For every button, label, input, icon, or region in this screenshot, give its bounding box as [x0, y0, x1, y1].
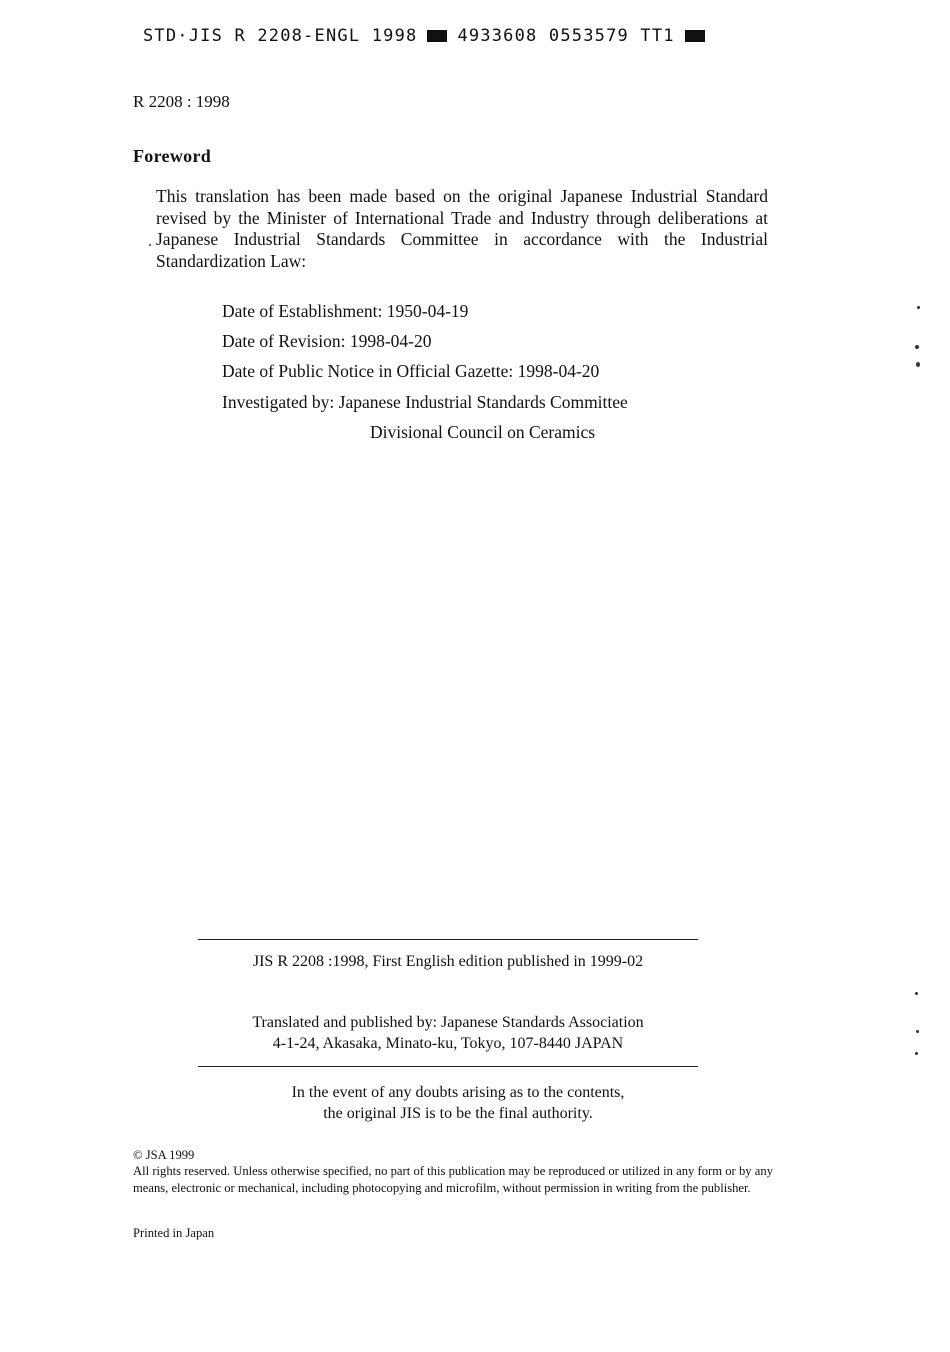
dates-block	[222, 301, 628, 452]
authority-line-2: the original JIS is to be the final authority.	[323, 1104, 593, 1122]
scan-speck	[916, 1030, 919, 1033]
publisher-line: Translated and published by: Japanese Standards Association	[252, 1014, 644, 1031]
edition-statement: JIS R 2208 :1998, First English edition published in 1999-02	[252, 953, 644, 970]
date-of-revision: Date of Revision: 1998-04-20	[222, 331, 432, 352]
scan-speck	[915, 345, 919, 349]
copyright-block	[133, 1147, 773, 1196]
date-of-public-notice: Date of Public Notice in Official Gazette: 1998-04-20	[222, 361, 600, 382]
publisher-address: 4-1-24, Akasaka, Minato-ku, Tokyo, 107-8440 JAPAN	[272, 1034, 624, 1052]
header-block-mark	[427, 30, 447, 42]
scan-speck	[915, 1052, 918, 1055]
scan-speck	[915, 992, 918, 995]
printed-in: Printed in Japan	[133, 1226, 215, 1240]
foreword-heading: Foreword	[133, 146, 212, 166]
authority-line-1: In the event of any doubts arising as to the contents,	[291, 1084, 625, 1101]
authority-note	[198, 1083, 718, 1124]
divisional-council: Divisional Council on Ceramics	[370, 421, 596, 442]
date-of-establishment: Date of Establishment: 1950-04-19	[222, 301, 469, 321]
scan-speck	[917, 306, 920, 309]
publisher-block	[198, 1013, 698, 1054]
document-header-code	[143, 26, 715, 46]
scan-speck	[916, 362, 920, 367]
header-block-mark-end	[685, 30, 705, 42]
document-number: R 2208 : 1998	[133, 92, 230, 111]
divider-bottom	[198, 1066, 698, 1067]
scan-speck	[149, 244, 151, 246]
divider-top	[198, 939, 698, 940]
header-code-text: STD·JIS R 2208-ENGL 1998	[143, 26, 418, 46]
rights-statement: All rights reserved. Unless otherwise specified, no part of this publication may be reproduced or utilized in any form or by any means, electronic or mechanical, including photocopying and microfilm, without permission in writing from the publisher.	[133, 1164, 773, 1195]
copyright-notice: © JSA 1999	[133, 1148, 195, 1162]
foreword-paragraph: This translation has been made based on the original Japanese Industrial Standard revised by the Minister of International Trade and Industry through deliberations at Japanese Industrial Standards Committee in accordance with the Industrial Standardization Law:	[156, 186, 768, 271]
investigated-by: Investigated by: Japanese Industrial Standards Committee	[222, 391, 628, 412]
header-serial-text: 4933608 0553579 TT1	[457, 26, 675, 46]
